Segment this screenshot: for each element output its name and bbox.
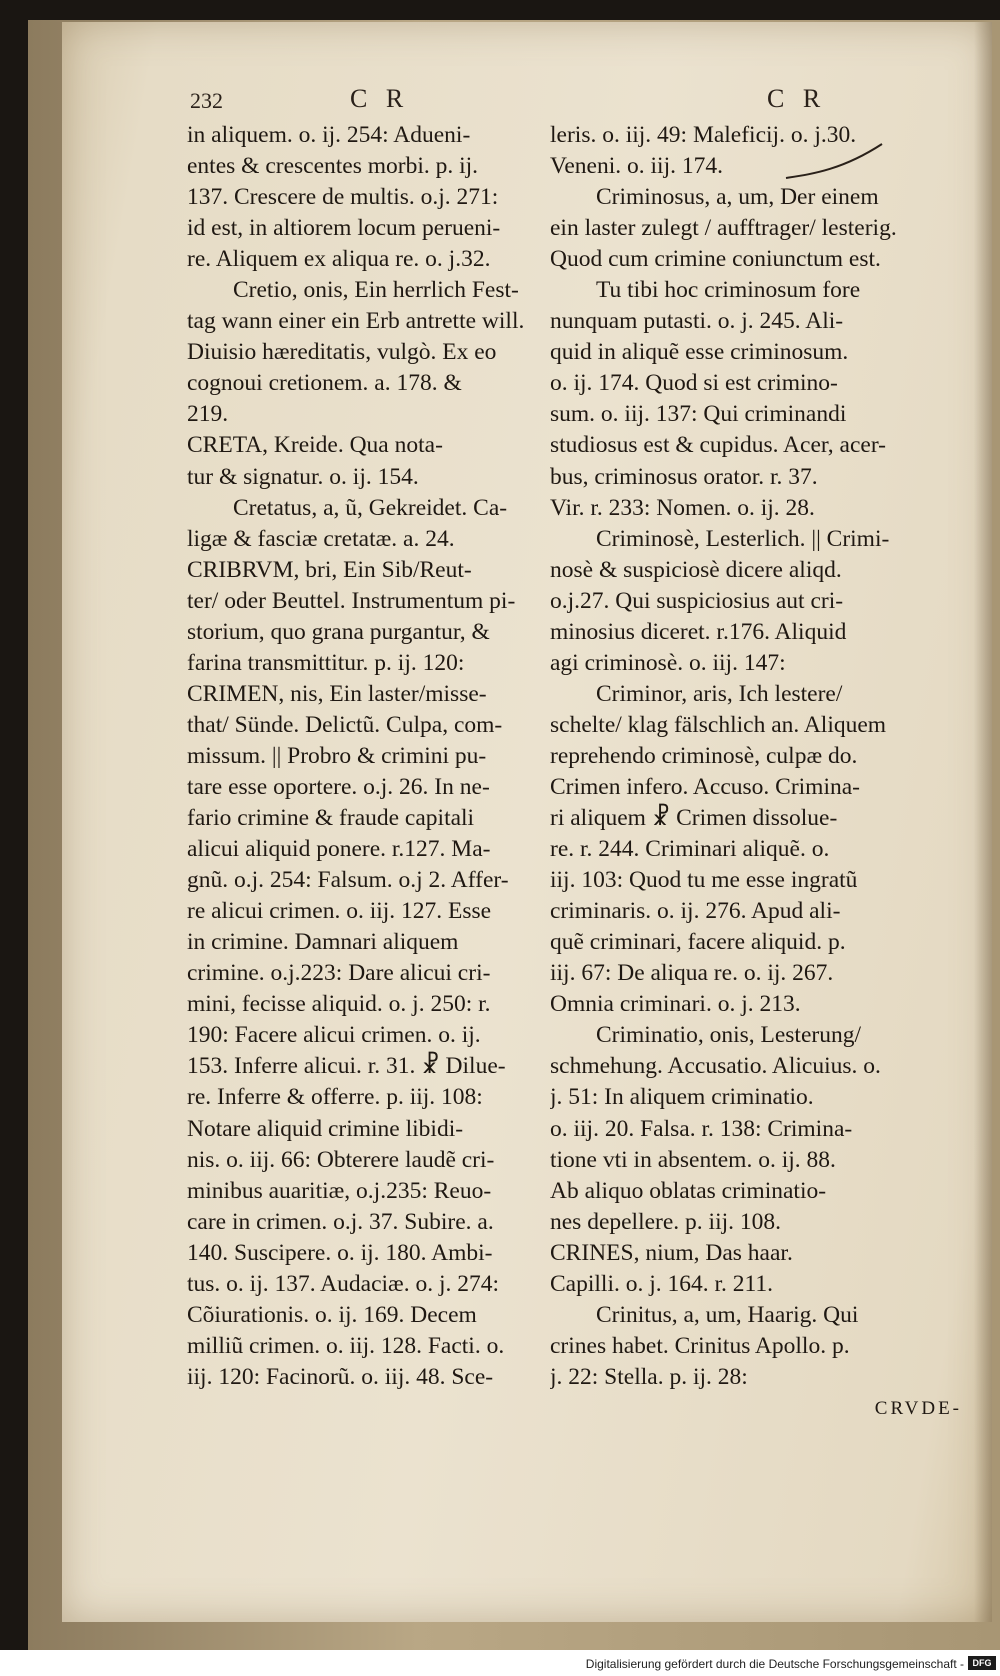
text-line: Ab aliquo oblatas criminatio-: [550, 1177, 827, 1204]
text-line: gnũ. o.j. 254: Falsum. o.j 2. Affer-: [187, 867, 509, 894]
text-line: bus, criminosus orator. r. 37.: [550, 463, 818, 490]
text-line: re. r. 244. Criminari aliquẽ. o.: [550, 836, 830, 863]
text-line: schelte/ klag fälschlich an. Aliquem: [550, 711, 887, 738]
text-line: Cõiurationis. o. ij. 169. Decem: [187, 1301, 477, 1328]
text-line: nunquam putasti. o. j. 245. Ali-: [550, 308, 844, 335]
text-line: 153. Inferre alicui. r. 31. ☧ Dilue-: [187, 1053, 506, 1080]
text-line: iij. 67: De aliqua re. o. ij. 267.: [550, 960, 834, 987]
text-line: CRIBRVM, bri, Ein Sib/Reut-: [187, 556, 472, 583]
text-line: 219.: [187, 401, 229, 428]
text-line: CRIMEN, nis, Ein laster/misse-: [187, 680, 487, 707]
text-line: nis. o. iij. 66: Obterere laudẽ cri-: [187, 1146, 495, 1173]
text-line: minibus auaritiæ, o.j.235: Reuo-: [187, 1177, 492, 1204]
text-line: Omnia criminari. o. j. 213.: [550, 991, 801, 1018]
text-line: Criminosus, a, um, Der einem: [596, 184, 879, 211]
text-line: quẽ criminari, facere aliquid. p.: [550, 929, 846, 956]
text-line: iij. 120: Facinorũ. o. iij. 48. Sce-: [187, 1363, 494, 1390]
text-line: Criminosè, Lesterlich. || Crimi-: [596, 525, 890, 552]
text-line: leris. o. iij. 49: Maleficij. o. j.30.: [550, 122, 857, 148]
text-line: in aliquem. o. ij. 254: Adueni-: [187, 122, 471, 148]
text-line: j. 51: In aliquem criminatio.: [550, 1084, 814, 1111]
text-line: nosè & suspiciosè dicere aliqd.: [550, 556, 842, 583]
text-line: Crinitus, a, um, Haarig. Qui: [596, 1301, 859, 1328]
running-header: [62, 84, 992, 118]
text-line: crimine. o.j.223: Dare alicui cri-: [187, 960, 491, 987]
text-line: Vir. r. 233: Nomen. o. ij. 28.: [550, 494, 815, 521]
right-column: [550, 120, 980, 1424]
text-line: quid in aliquẽ esse criminosum.: [550, 339, 849, 366]
text-line: 190: Facere alicui crimen. o. ij.: [187, 1022, 481, 1049]
text-line: re. Aliquem ex aliqua re. o. j.32.: [187, 246, 491, 273]
footer-credit: Digitalisierung gefördert durch die Deutsche Forschungsgemeinschaft -: [585, 1657, 964, 1671]
text-line: Veneni. o. iij. 174.: [550, 153, 723, 180]
text-line: care in crimen. o.j. 37. Subire. a.: [187, 1208, 494, 1235]
left-running-head: C R: [350, 84, 410, 113]
text-line: crines habet. Crinitus Apollo. p.: [550, 1332, 850, 1359]
handwritten-ink-stroke: [782, 140, 886, 184]
text-line: ligæ & fasciæ cretatæ. a. 24.: [187, 525, 455, 552]
page-number: 232: [190, 88, 223, 113]
catchword: CRVDE-: [874, 1397, 962, 1419]
text-line: entes & crescentes morbi. p. ij.: [187, 153, 479, 180]
text-line: id est, in altiorem locum perueni-: [187, 215, 501, 242]
book-page: [62, 22, 992, 1622]
text-line: o. iij. 20. Falsa. r. 138: Crimina-: [550, 1115, 853, 1142]
text-line: tus. o. ij. 137. Audaciæ. o. j. 274:: [187, 1270, 500, 1297]
text-line: nes depellere. p. iij. 108.: [550, 1208, 782, 1235]
text-line: re. Inferre & offerre. p. iij. 108:: [187, 1084, 483, 1111]
text-line: Cretatus, a, ũ, Gekreidet. Ca-: [233, 494, 508, 521]
text-line: o.j.27. Qui suspiciosius aut cri-: [550, 587, 844, 614]
text-line: 137. Crescere de multis. o.j. 271:: [187, 184, 499, 211]
text-line: cognoui cretionem. a. 178. &: [187, 370, 462, 397]
text-line: o. ij. 174. Quod si est crimino-: [550, 370, 838, 397]
text-line: Tu tibi hoc criminosum fore: [596, 277, 861, 304]
text-line: that/ Sünde. Delictũ. Culpa, com-: [187, 711, 503, 738]
text-line: Quod cum crimine coniunctum est.: [550, 246, 881, 273]
text-line: agi criminosè. o. iij. 147:: [550, 649, 786, 676]
text-line: missum. || Probro & crimini pu-: [187, 742, 487, 769]
text-line: re alicui crimen. o. iij. 127. Esse: [187, 898, 492, 925]
dfg-logo: DFG: [968, 1656, 996, 1670]
text-line: Diuisio hæreditatis, vulgò. Ex eo: [187, 339, 497, 366]
text-line: ter/ oder Beuttel. Instrumentum pi-: [187, 587, 516, 614]
text-line: sum. o. iij. 137: Qui criminandi: [550, 401, 847, 428]
text-line: ein laster zulegt / aufftrager/ lesterig.: [550, 215, 897, 242]
text-line: minosius diceret. r.176. Aliquid: [550, 618, 847, 645]
text-line: Criminor, aris, Ich lestere/: [596, 680, 843, 707]
text-line: schmehung. Accusatio. Alicuius. o.: [550, 1053, 881, 1080]
text-line: tur & signatur. o. ij. 154.: [187, 463, 419, 490]
text-line: alicui aliquid ponere. r.127. Ma-: [187, 836, 491, 863]
text-line: criminaris. o. ij. 276. Apud ali-: [550, 898, 841, 925]
text-line: Cretio, onis, Ein herrlich Fest-: [233, 277, 519, 304]
text-line: storium, quo grana purgantur, &: [187, 618, 490, 645]
text-line: j. 22: Stella. p. ij. 28:: [550, 1363, 748, 1390]
text-line: in crimine. Damnari aliquem: [187, 929, 459, 956]
text-line: iij. 103: Quod tu me esse ingratũ: [550, 867, 858, 894]
digitization-footer: [0, 1650, 1000, 1676]
text-line: farina transmittitur. p. ij. 120:: [187, 649, 465, 676]
right-running-head: C R: [767, 84, 827, 113]
text-line: CRINES, nium, Das haar.: [550, 1239, 793, 1266]
text-line: ri aliquem ☧ Crimen dissolue-: [550, 805, 838, 832]
text-line: reprehendo criminosè, culpæ do.: [550, 742, 858, 769]
text-line: tione vti in absentem. o. ij. 88.: [550, 1146, 836, 1173]
text-line: mini, fecisse aliquid. o. j. 250: r.: [187, 991, 491, 1018]
text-line: Criminatio, onis, Lesterung/: [596, 1022, 861, 1049]
text-line: fario crimine & fraude capitali: [187, 805, 475, 832]
text-line: 140. Suscipere. o. ij. 180. Ambi-: [187, 1239, 493, 1266]
text-line: tag wann einer ein Erb antrette will.: [187, 308, 525, 335]
text-line: Capilli. o. j. 164. r. 211.: [550, 1270, 774, 1297]
left-column: [187, 120, 607, 1393]
text-line: studiosus est & cupidus. Acer, acer-: [550, 432, 886, 459]
text-line: Notare aliquid crimine libidi-: [187, 1115, 464, 1142]
text-line: CRETA, Kreide. Qua nota-: [187, 432, 443, 459]
text-line: Crimen infero. Accuso. Crimina-: [550, 773, 860, 800]
text-line: tare esse oportere. o.j. 26. In ne-: [187, 773, 490, 800]
text-line: milliũ crimen. o. iij. 128. Facti. o.: [187, 1332, 505, 1359]
